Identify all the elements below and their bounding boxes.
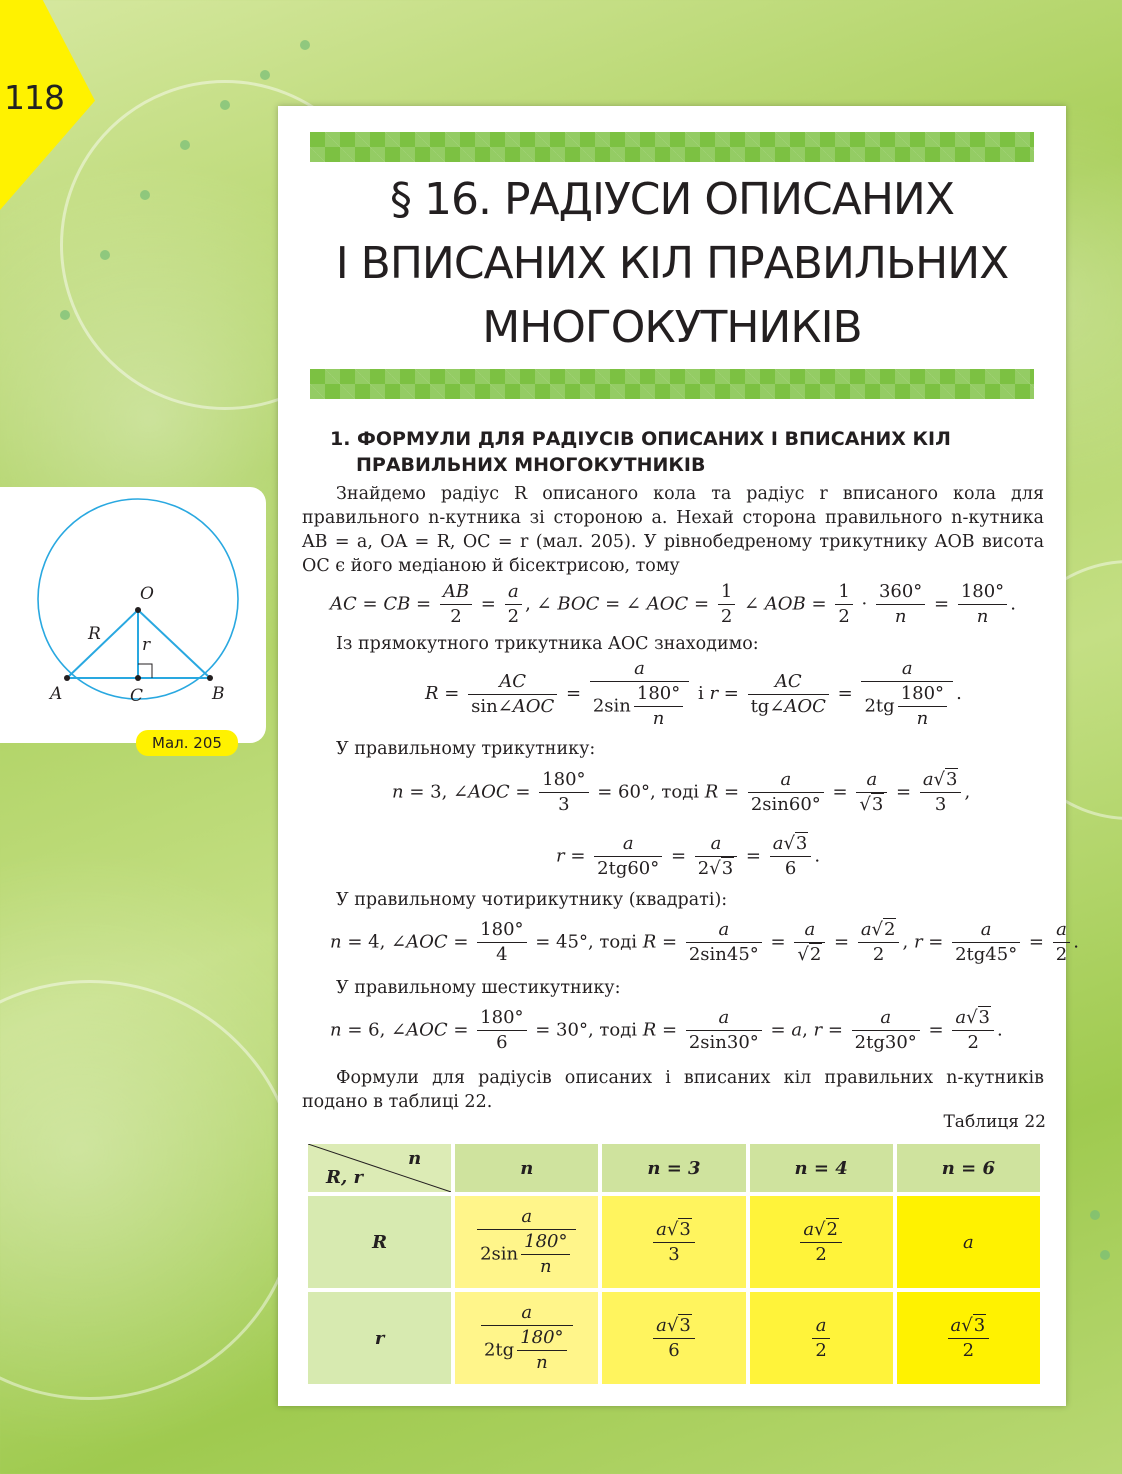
text-hexagon: У правильному шестикутнику: (336, 978, 621, 998)
row-header-R: R (306, 1194, 453, 1290)
text-square: У правильному чотирикутнику (квадраті): (336, 890, 728, 910)
cell-r-3: $\frac{a√3}{6}$ (600, 1290, 747, 1386)
point-B (207, 675, 213, 681)
chapter-title-line: § 16. РАДІУСИ ОПИСАНИХ (390, 174, 954, 225)
column-header: n = 3 (600, 1142, 747, 1194)
figure-caption: Мал. 205 (136, 730, 238, 756)
section-title (330, 426, 1030, 478)
table-corner-cell (306, 1142, 453, 1194)
point-O (135, 607, 141, 613)
chapter-title-line: І ВПИСАНИХ КІЛ ПРАВИЛЬНИХ (335, 238, 1009, 289)
corner-top-label: n (408, 1148, 422, 1169)
column-header: n (453, 1142, 600, 1194)
label-B: B (212, 684, 225, 704)
background-dot (300, 40, 310, 50)
background-dot (260, 70, 270, 80)
background-dot (180, 140, 190, 150)
background-dot (60, 310, 70, 320)
point-C (135, 675, 141, 681)
row-header-r: r (306, 1290, 453, 1386)
background-dot (140, 190, 150, 200)
chapter-title (278, 168, 1066, 360)
formula-general: R = $\frac{AC}{\text{sin∠AOC}}$ = a 2sin $\frac{180^\circ}{n}$ і r = $\frac{AC}{\text{tg∠AOC}}$ = a 2tg $\frac{180^\circ}{n}$ . (425, 658, 962, 729)
column-header: n = 4 (748, 1142, 895, 1194)
text-triangle: У правильному трикутнику: (336, 739, 596, 759)
formula-half-side: AC = CB = $\frac{AB}{2}$ = $\frac{a}{2}$ , ∠ BOC = ∠ AOC = $\frac{1}{2}$ ∠ AOB = $\frac{1}{2}$ · $\frac{360^\circ}{n}$ = $\frac{180^\circ}{n}$ . (330, 581, 1016, 627)
column-header: n = 6 (895, 1142, 1042, 1194)
label-r: r (142, 635, 151, 655)
formula-hexagon: n = 6, ∠AOC = $\frac{180^\circ}{6}$ = 30°, тоді R = $\frac{a}{2\sin 30^\circ}$ = a, r = $\frac{a}{2tg30^\circ}$ = $\frac{a√3}{2}$ . (330, 1007, 1003, 1053)
summary-paragraph: Формули для радіусів описаних і вписаних кіл правильних n-кутників подано в таблиці 22. (302, 1068, 1044, 1112)
intro-paragraph: Знайдемо радіус R описаного кола та радіус r вписаного кола для правильного n-кутника зі стороною a. Нехай сторона правильного n-кутника AB = a, OA = R, OC = r (мал. 205). У рівнобедреному трикутнику AOB висота OC є його медіаною й бісектрисою, тому (302, 484, 1044, 576)
cell-r-6: $\frac{a√3}{2}$ (895, 1290, 1042, 1386)
cell-R-general: a 2sin $\frac{180^\circ}{n}$ (453, 1194, 600, 1290)
background-dot (100, 250, 110, 260)
cell-r-4: $\frac{a}{2}$ (748, 1290, 895, 1386)
chapter-title-line: МНОГОКУТНИКІВ (482, 302, 862, 353)
section-title-line: 1. ФОРМУЛИ ДЛЯ РАДІУСІВ ОПИСАНИХ І ВПИСАНИХ КІЛ (330, 428, 951, 450)
label-C: C (130, 686, 144, 706)
cell-r-general: a 2tg $\frac{180^\circ}{n}$ (453, 1290, 600, 1386)
title-band-top (310, 132, 1034, 162)
label-R: R (88, 624, 101, 644)
segment-OA (67, 610, 138, 678)
formula-triangle-R: n = 3, ∠AOC = $\frac{180^\circ}{3}$ = 60°, тоді R = $\frac{a}{2\sin 60^\circ}$ = $\frac{a}{√3}$ = $\frac{a√3}{3}$ , (392, 769, 971, 815)
section-title-line: ПРАВИЛЬНИХ МНОГОКУТНИКІВ (356, 454, 706, 476)
background-dot (1100, 1250, 1110, 1260)
background-dot (1090, 1210, 1100, 1220)
table-caption: Таблиця 22 (943, 1112, 1046, 1132)
text-right-triangle: Із прямокутного трикутника AOC знаходимо: (336, 634, 759, 654)
corner-bottom-label: R, r (326, 1167, 363, 1188)
figure-205 (0, 487, 266, 743)
title-band-bottom (310, 369, 1034, 399)
point-A (64, 675, 70, 681)
formula-triangle-r: r = $\frac{a}{2tg60^\circ}$ = $\frac{a}{2√3}$ = $\frac{a√3}{6}$ . (556, 833, 821, 879)
label-O: O (140, 584, 154, 604)
label-A: A (50, 684, 63, 704)
background-dot (220, 100, 230, 110)
page-number: 118 (4, 78, 64, 117)
background-ring (0, 980, 300, 1400)
radius-table (304, 1140, 1044, 1388)
figure-card (0, 487, 266, 743)
formula-square: n = 4, ∠AOC = $\frac{180^\circ}{4}$ = 45°, тоді R = $\frac{a}{2\sin 45^\circ}$ = $\frac{a}{√2}$ = $\frac{a√2}{2}$ , r = $\frac{a}{2tg45^\circ}$ = $\frac{a}{2}$ . (330, 919, 1079, 965)
cell-R-4: $\frac{a√2}{2}$ (748, 1194, 895, 1290)
cell-R-6: a (895, 1194, 1042, 1290)
cell-R-3: $\frac{a√3}{3}$ (600, 1194, 747, 1290)
